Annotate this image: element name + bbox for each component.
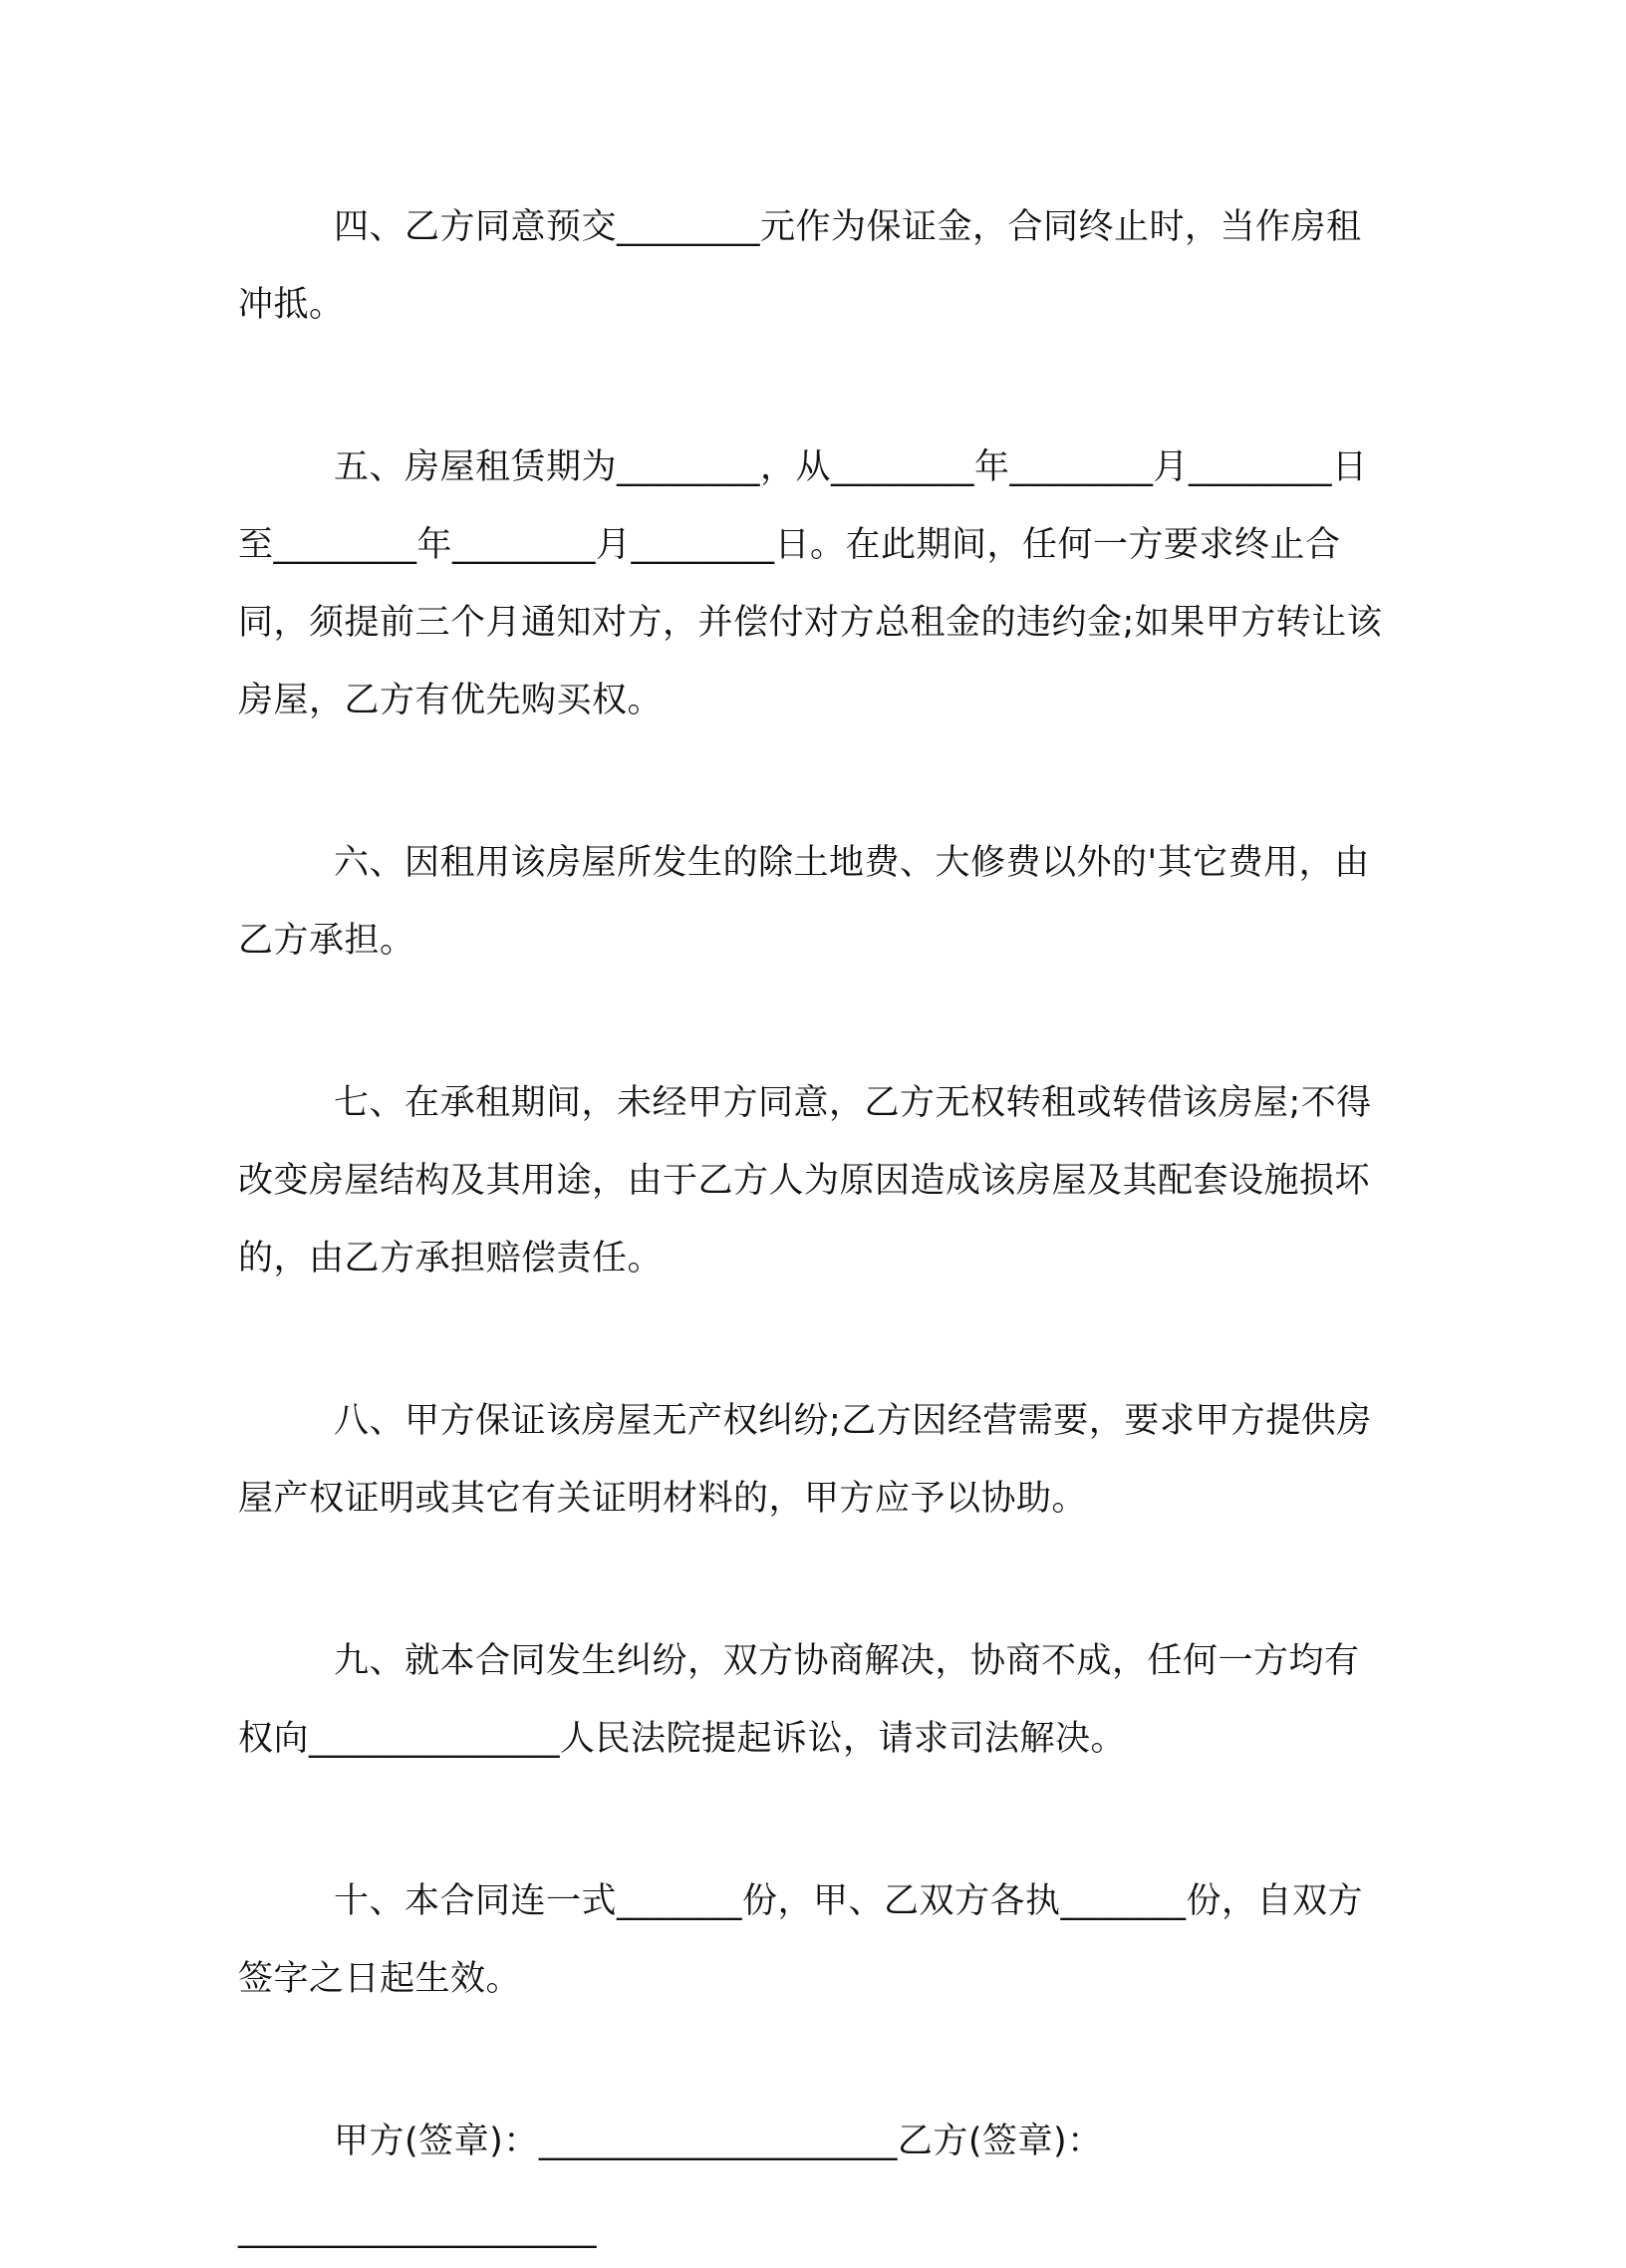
clause-5: 五、房屋租赁期为________，从________年________月________日至________年________月________日。在此期间，任何一方要求终止合同，须提前三个月通知对方，并偿付对方总租金的违约金;如果甲方转让该房屋，乙方有优先购买权。: [238, 447, 1383, 720]
party-a-signature-blank: ____________________: [538, 2122, 898, 2161]
clause-8: 八、甲方保证该房屋无产权纠纷;乙方因经营需要，要求甲方提供房屋产权证明或其它有关证明材料的，甲方应予以协助。: [238, 1401, 1372, 1519]
clause-9: 九、就本合同发生纠纷，双方协商解决，协商不成，任何一方均有权向______________人民法院提起诉讼，请求司法解决。: [238, 1641, 1360, 1759]
signature-block: [238, 2103, 1389, 2180]
party-a-label: 甲方(签章)：: [334, 2122, 539, 2161]
clause-4: 四、乙方同意预交________元作为保证金，合同终止时，当作房租冲抵。: [238, 207, 1362, 325]
clause-10: 十、本合同连一式_______份，甲、乙双方各执_______份，自双方签字之日起生效。: [238, 1881, 1364, 1999]
party-b-label: 乙方(签章)：: [897, 2122, 1103, 2161]
party-b-signature-blank: ____________________: [238, 2209, 597, 2249]
clause-6: 六、因租用该房屋所发生的除土地费、大修费以外的'其它费用，由乙方承担。: [238, 843, 1370, 961]
contract-body: [238, 188, 1389, 2268]
clause-7: 七、在承租期间，未经甲方同意，乙方无权转租或转借该房屋;不得改变房屋结构及其用途，由于乙方人为原因造成该房屋及其配套设施损坏的，由乙方承担赔偿责任。: [238, 1083, 1372, 1278]
